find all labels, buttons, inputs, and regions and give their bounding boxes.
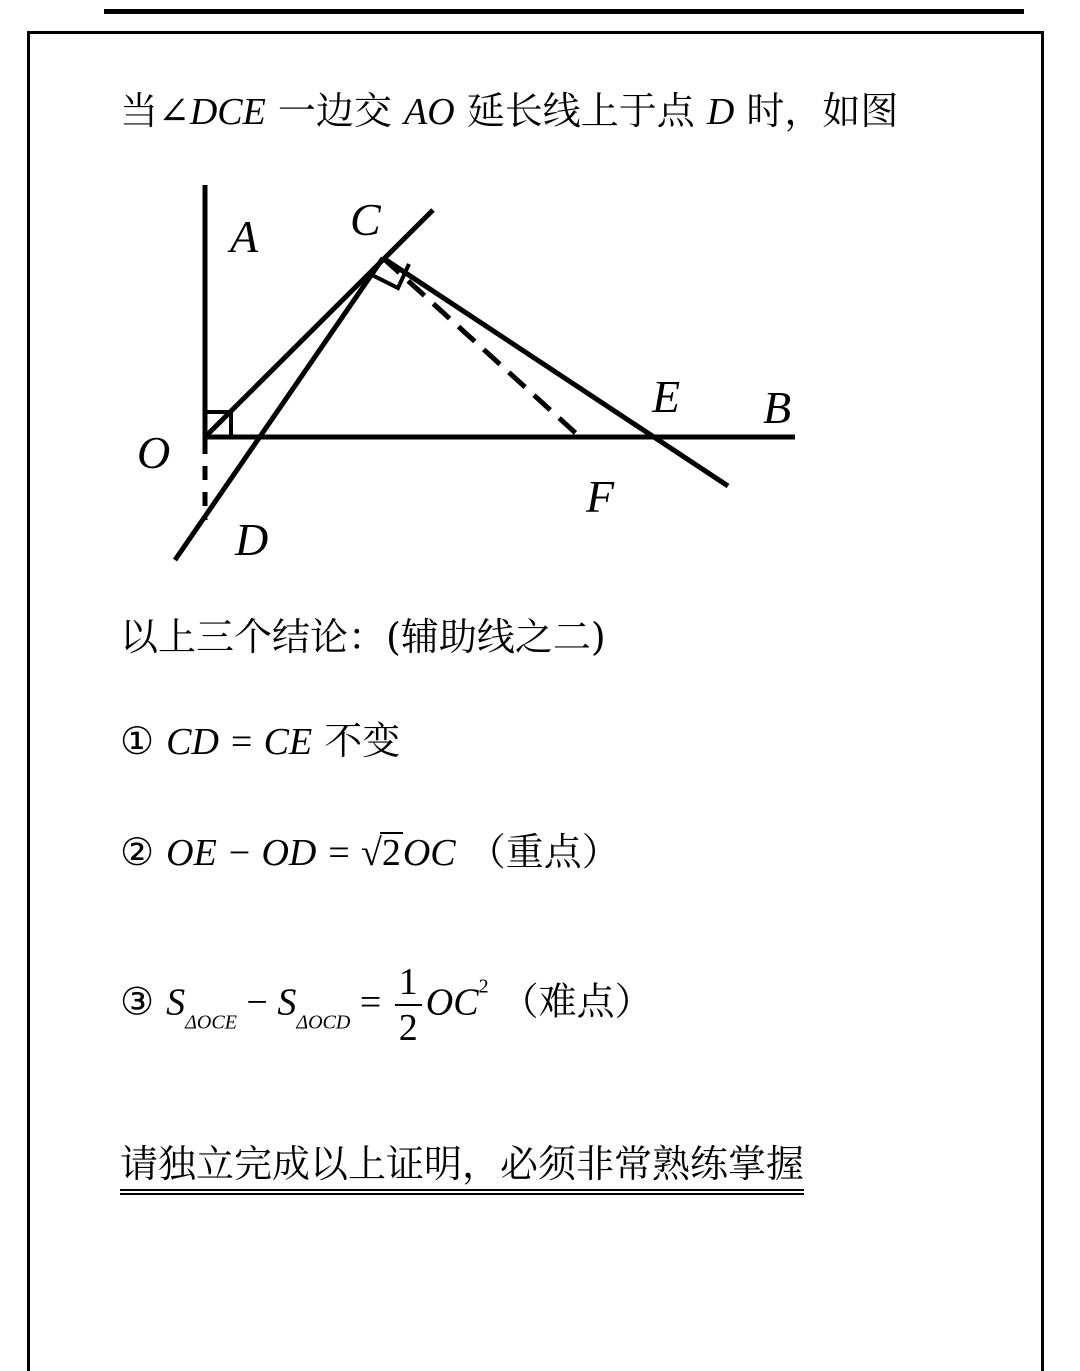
point-d-ref: D [706, 91, 735, 133]
conclusion-2-lhs: OE − OD = [166, 832, 361, 874]
minus-sign: − [236, 981, 278, 1024]
conclusion-3 [120, 960, 653, 1050]
conclusion-1-expression: CD = CE [166, 721, 313, 763]
conclusion-3-note: （难点） [500, 979, 653, 1024]
conclusion-1-note: 不变 [324, 719, 401, 763]
conclusion-1-number: ① [120, 719, 155, 763]
fraction-one-half [395, 960, 422, 1050]
label-f: F [586, 471, 615, 522]
intro-text-4: 时，如图 [734, 89, 899, 133]
area-symbol-2: S [277, 981, 297, 1024]
line-cf [383, 258, 580, 437]
exponent: 2 [478, 975, 489, 998]
label-c: C [350, 194, 381, 245]
conclusion-1 [120, 719, 401, 763]
intro-text-2: 一边交 [265, 89, 405, 133]
final-instruction: 请独立完成以上证明，必须非常熟练掌握 [120, 1145, 804, 1195]
label-o: O [137, 427, 171, 478]
conclusion-2 [120, 832, 620, 872]
conclusion-2-note: （重点） [467, 830, 620, 874]
conclusion-2-rhs: OC [402, 832, 456, 874]
intro-text-1: 当∠ [120, 89, 190, 133]
segment-oc: OC [425, 981, 479, 1024]
conclusion-3-number: ③ [120, 979, 155, 1024]
area-subscript-ocd: ΔOCD [296, 1011, 351, 1034]
summary-heading: 以上三个结论：(辅助线之二) [120, 615, 606, 659]
label-d: D [235, 514, 269, 565]
conclusion-2-number: ② [120, 830, 155, 874]
equals-sign: = [350, 981, 391, 1024]
fraction-numerator: 1 [395, 960, 422, 1006]
label-a: A [230, 211, 259, 262]
intro-text-3: 延长线上于点 [454, 89, 707, 133]
angle-dce: DCE [189, 91, 266, 133]
geometry-figure [0, 0, 1080, 600]
label-b: B [763, 382, 792, 433]
area-symbol-1: S [166, 981, 186, 1024]
fraction-denominator: 2 [398, 1007, 418, 1049]
segment-ao: AO [404, 91, 455, 133]
area-subscript-oce: ΔOCE [185, 1011, 237, 1034]
label-e: E [652, 371, 681, 422]
sqrt-radicand: 2 [381, 832, 401, 874]
sqrt-symbol: √ [361, 832, 382, 874]
